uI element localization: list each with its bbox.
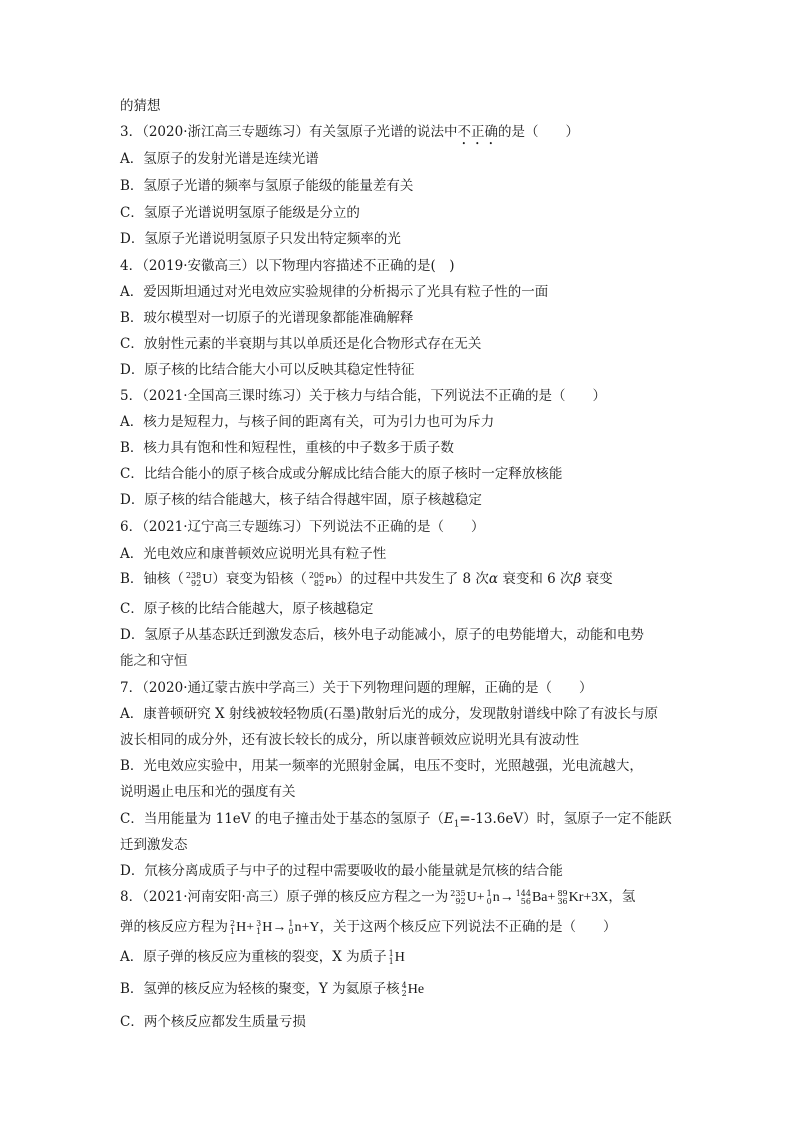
q3-stem-emphasis: 不正确 [457,124,498,140]
q8-stem-line2 [120,918,616,937]
q7-option-c-line1 [120,810,672,834]
helium-indices [402,982,407,998]
q6-option-d-line2: 能之和守恒 [120,653,188,669]
q8-stem-part1: 8．（2021·河南安阳·高三）原子弹的核反应方程之一为 [120,889,449,905]
proton-z: 1 [388,956,394,966]
eq2-plus: + [246,920,255,935]
u235-indices [450,890,465,906]
proton-indices [389,950,394,966]
q6-b-part3: ）的过程中共发生了 8 次 [336,571,489,587]
h2-mass: 2 [230,918,236,928]
q8-option-b [120,980,424,999]
u-atomic-number: 92 [191,578,202,588]
q3-stem-a: 3．（2020·浙江高三专题练习）有关氢原子光谱的说法中 [120,124,458,140]
q8-a-text: A．原子弹的核反应为重核的裂变，X 为质子 [120,949,387,965]
eq2-neutron-indices [288,920,293,936]
eq2-tail: +Y [301,920,320,935]
h2-z: 1 [230,926,236,936]
q7-option-b-line2: 说明遏止电压和光的强度有关 [120,784,296,800]
q3-stem-b: 的是（ ） [498,124,579,140]
h3-indices [256,920,261,936]
q5-option-d: D．原子核的结合能越大，核子结合得越牢固，原子核越稳定 [120,492,482,508]
q7-c-part2: =-13.6eV）时，氢原子一定不能跃 [459,811,672,827]
q7-option-d: D．氘核分离成质子与中子的过程中需要吸收的最小能量就是氘核的结合能 [120,863,563,879]
ba-symbol: Ba [531,890,548,905]
pb-mass-number: 206 [308,570,325,580]
q7-c-part1: C．当用能量为 11eV 的电子撞击处于基态的氢原子（ [120,811,444,827]
u235-z: 92 [455,896,466,906]
q5-option-b: B．核力具有饱和性和短程性，重核的中子数多于质子数 [120,440,454,456]
q5-stem: 5．（2021·全国高三课时练习）关于核力与结合能，下列说法不正确的是（ ） [120,388,606,404]
beta-symbol: β [573,571,582,587]
q6-b-part1: B．铀核（ [120,571,184,587]
q6-option-a: A．光电效应和康普顿效应说明光具有粒子性 [120,546,387,562]
u235-symbol: U [466,890,477,905]
q7-option-c-line2: 迁到激发态 [120,837,188,853]
u-mass-number: 238 [185,570,202,580]
kr-z: 36 [557,896,568,906]
ba-indices [516,890,531,906]
q4-option-b: B．玻尔模型对一切原子的光谱现象都能准确解释 [120,310,414,326]
h2-symbol: H [236,920,247,935]
q5-option-a: A．核力是短程力，与核子间的距离有关，可为引力也可为斥力 [120,414,495,430]
neutron-indices [487,890,492,906]
q7-stem: 7．（2020·通辽蒙古族中学高三）关于下列物理问题的理解，正确的是（ ） [120,680,593,696]
q8-line2-part2: ，关于这两个核反应下列说法不正确的是（ ） [319,919,617,935]
q4-option-d: D．原子核的比结合能大小可以反映其稳定性特征 [120,362,415,378]
eq1-arrow: → [499,890,514,905]
neutron-mass: 1 [486,888,492,898]
neutron-z: 0 [486,896,492,906]
q6-b-part4: 衰变和 6 次 [498,571,574,587]
eq2-neutron-symbol: n [294,920,302,935]
q6-option-d-line1: D．氢原子从基态跃迁到激发态后，核外电子动能减小，原子的电势能增大，动能和电势 [120,627,644,643]
h2-indices [230,920,235,936]
kr-mass: 89 [557,888,568,898]
kr-indices [557,890,567,906]
q4-option-c: C．放射性元素的半衰期与其以单质还是化合物形式存在无关 [120,336,482,352]
q6-b-part5: 衰变 [581,571,613,587]
q3-option-b: B．氢原子光谱的频率与氢原子能级的能量差有关 [120,178,414,194]
fusion-equation [228,919,319,935]
neutron-symbol: n [492,890,500,905]
q7-option-a-line2: 波长相同的成分外，还有波长较长的成分，所以康普顿效应说明光具有波动性 [120,732,579,748]
proton-mass: 1 [388,948,394,958]
h3-mass: 3 [256,918,262,928]
eq2-arrow: → [272,920,287,935]
q8-option-c: C．两个核反应都发生质量亏损 [120,1014,306,1030]
q5-option-c: C．比结合能小的原子核合成或分解成比结合能大的原子核时一定释放核能 [120,466,563,482]
energy-symbol: E [443,811,454,827]
ba-z: 56 [520,896,531,906]
q6-stem: 6．（2021·辽宁高三专题练习）下列说法不正确的是（ ） [120,519,485,535]
q8-option-a [120,948,405,967]
ba-mass: 144 [515,888,531,898]
alpha-symbol: α [488,571,499,587]
lead-isotope-indices [309,572,324,588]
uranium-isotope-indices [186,572,201,588]
eq1-plus1: + [476,890,485,905]
q3-option-a: A．氢原子的发射光谱是连续光谱 [120,151,319,167]
proton-symbol: H [394,950,405,965]
q8-stem-part2: ，氢 [608,889,636,905]
h3-z: 1 [256,926,262,936]
q6-option-b [120,570,613,589]
q8-b-text: B．氢弹的核反应为轻核的聚变，Y 为氦原子核 [120,981,400,997]
q3-option-c: C．氢原子光谱说明氢原子能级是分立的 [120,205,360,221]
eq2-neutron-z: 0 [288,926,294,936]
pb-atomic-number: 82 [313,578,325,588]
pb-symbol: Pb [325,574,337,586]
q6-b-part2: ）衰变为铅核（ [212,571,307,587]
helium-symbol: He [407,982,425,997]
eq2-neutron-mass: 1 [288,918,294,928]
helium-mass: 4 [401,980,407,990]
h3-symbol: H [262,920,273,935]
fission-equation [448,889,608,905]
q4-option-a: A．爱因斯坦通过对光电效应实验规律的分析揭示了光具有粒子性的一面 [120,284,549,300]
kr-symbol: Kr [568,890,584,905]
q7-option-a-line1: A．康普顿研究 X 射线被较轻物质(石墨)散射后光的成分，发现散射谱线中除了有波长与原 [120,706,658,722]
q4-stem: 4．（2019·安徽高三）以下物理内容描述不正确的是( ) [120,258,455,274]
u235-mass: 235 [450,888,466,898]
eq1-tail: +3X [583,890,609,905]
eq1-plus2: + [547,890,556,905]
q6-option-c: C．原子核的比结合能越大，原子核越稳定 [120,601,374,617]
q7-option-b-line1: B．光电效应实验中，用某一频率的光照射金属，电压不变时，光照越强，光电流越大， [120,758,643,774]
energy-subscript: 1 [453,819,460,830]
q3-option-d: D．氢原子光谱说明氢原子只发出特定频率的光 [120,231,401,247]
intro-tail: 的猜想 [120,98,161,114]
helium-z: 2 [401,988,407,998]
q8-line2-part1: 弹的核反应方程为 [120,919,228,935]
q3-stem [120,123,579,148]
u-symbol: U [202,572,213,587]
q8-stem-line1 [120,888,635,907]
